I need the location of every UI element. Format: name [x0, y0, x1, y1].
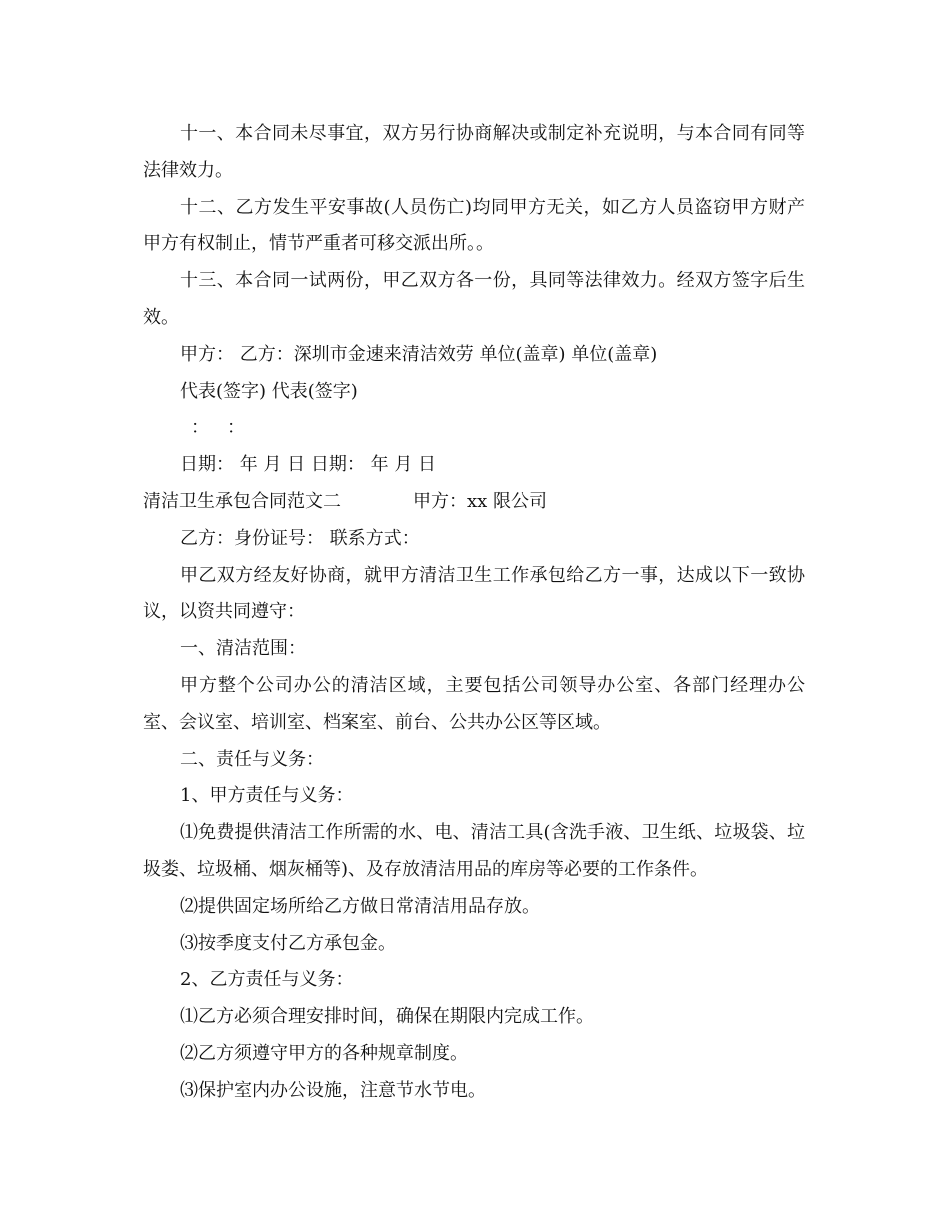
clause-13: 十三、本合同一试两份，甲乙双方各一份，具同等法律效力。经双方签字后生效。 [143, 270, 805, 328]
party-a-duty-1: ⑴免费提供清洁工作所需的水、电、清洁工具(含洗手液、卫生纸、垃圾袋、垃圾娄、垃圾桶、烟灰桶等)、及存放清洁用品的库房等必要的工作条件。 [143, 822, 805, 880]
party-a-duty-2: ⑵提供固定场所给乙方做日常清洁用品存放。 [180, 895, 540, 917]
signature-parties: 甲方： 乙方：深圳市金速来清洁效劳 单位(盖章) 单位(盖章) [180, 343, 658, 365]
party-a-duty-3: ⑶按季度支付乙方承包金。 [180, 932, 396, 954]
party-b-duty-1: ⑴乙方必须合理安排时间，确保在期限内完成工作。 [180, 1006, 594, 1028]
party-b-duty-3: ⑶保护室内办公设施，注意节水节电。 [180, 1079, 486, 1101]
party-a-duties-heading: 1、甲方责任与义务： [180, 785, 354, 807]
signature-representatives: 代表(签字) 代表(签字) [180, 380, 358, 402]
section-cleaning-scope-heading: 一、清洁范围： [180, 638, 306, 660]
clause-11: 十一、本合同未尽事宜，双方另行协商解决或制定补充说明，与本合同有同等法律效力。 [143, 123, 805, 181]
party-b-duty-2: ⑵乙方须遵守甲方的各种规章制度。 [180, 1042, 468, 1064]
colon-left: ： [191, 417, 209, 439]
section-cleaning-scope-body: 甲方整个公司办公的清洁区域，主要包括公司领导办公室、各部门经理办公室、会议室、培训室、档案室、前台、公共办公区等区域。 [143, 674, 805, 733]
agreement-intro: 甲乙双方经友好协商，就甲方清洁卫生工作承包给乙方一事，达成以下一致协议，以资共同遵守： [143, 564, 805, 623]
clause-12: 十二、乙方发生平安事故(人员伤亡)均同甲方无关，如乙方人员盗窃甲方财产甲方有权制止，情节严重者可移交派出所。。 [143, 196, 805, 255]
second-contract-title: 清洁卫生承包合同范文二 [143, 490, 341, 512]
signature-colons [143, 410, 805, 447]
party-b-info: 乙方：身份证号： 联系方式： [180, 527, 420, 549]
party-b-duties-heading: 2、乙方责任与义务： [180, 969, 354, 991]
signature-dates: 日期： 年 月 日 日期： 年 月 日 [180, 454, 437, 476]
party-a-name: 甲方：xx 限公司 [413, 490, 548, 512]
document-body [143, 116, 805, 1110]
section-responsibilities-heading: 二、责任与义务： [180, 748, 324, 770]
colon-right: ： [227, 417, 245, 439]
second-contract-title-row [143, 484, 805, 521]
